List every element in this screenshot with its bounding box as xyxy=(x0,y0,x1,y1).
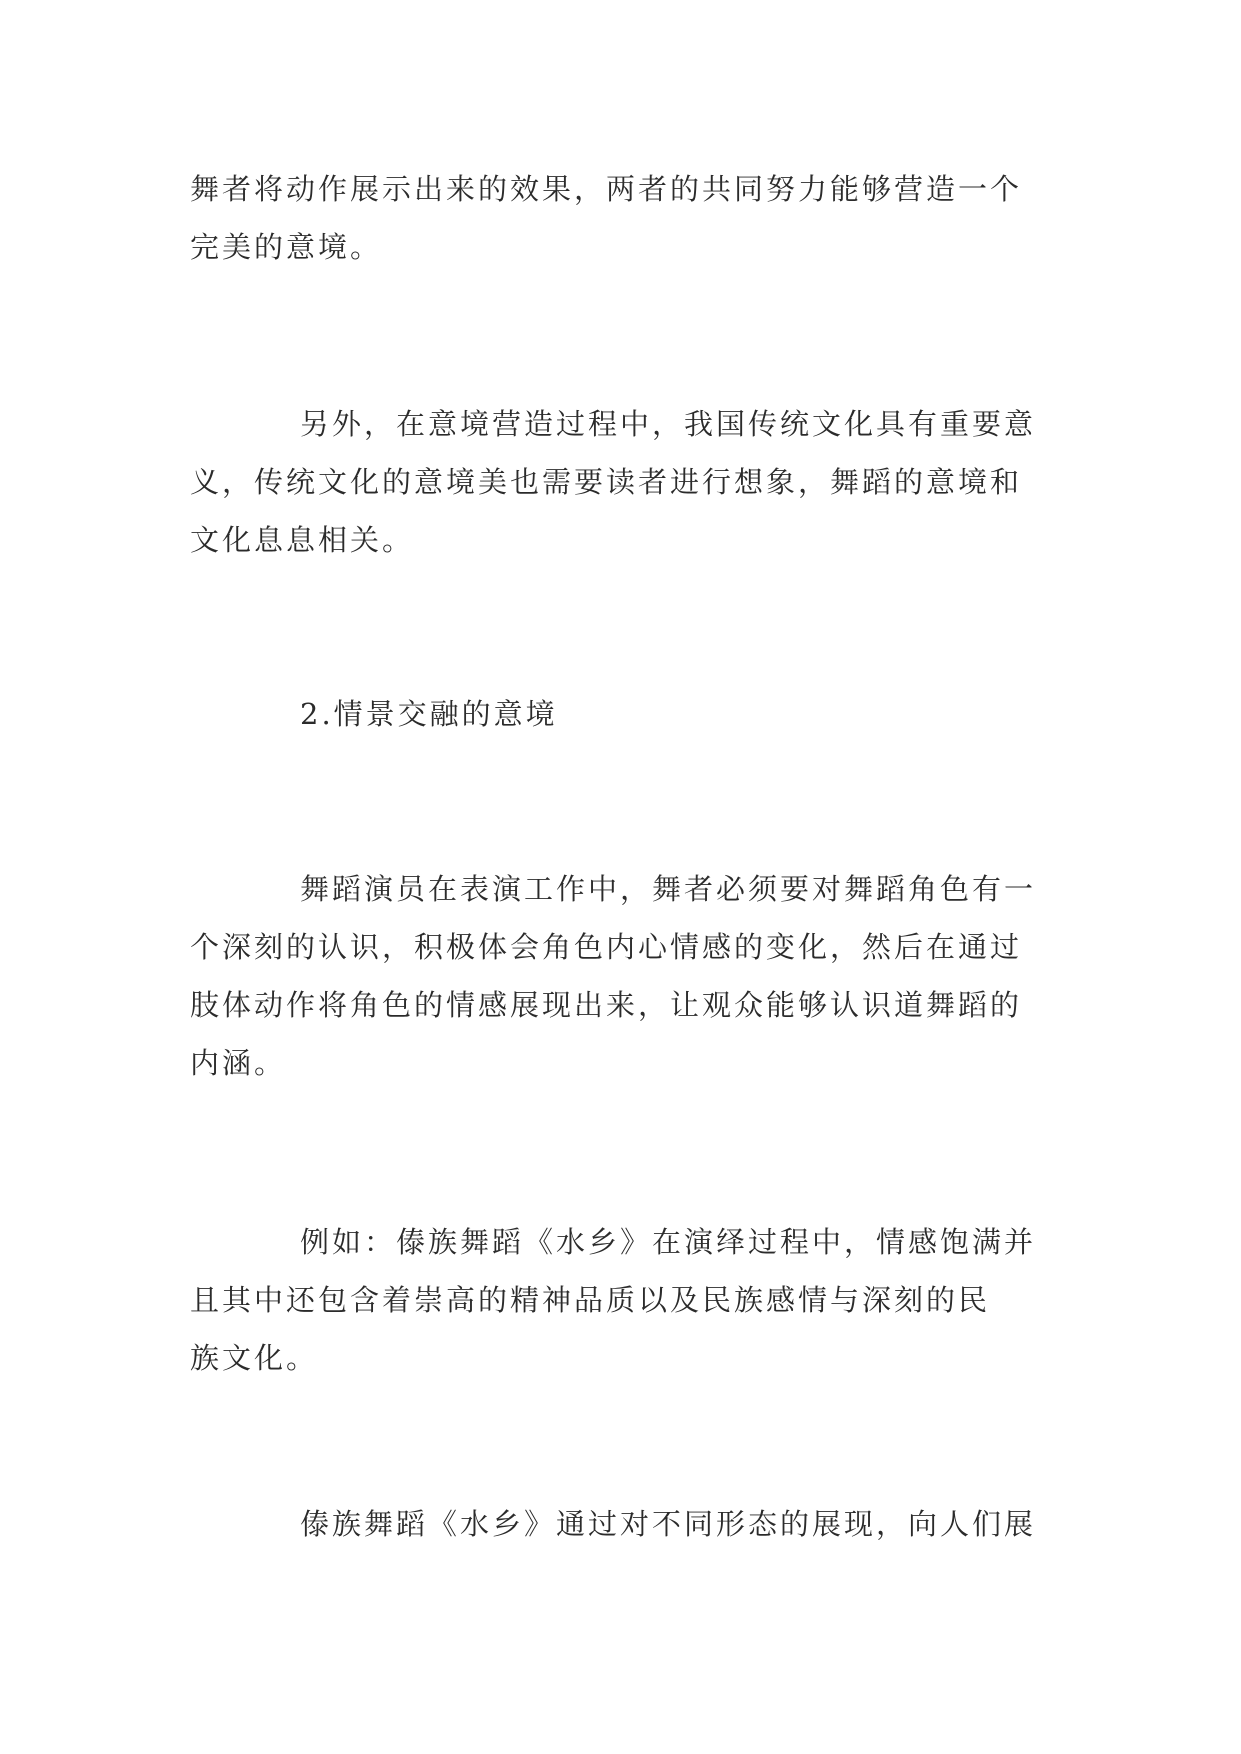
text-line: 且其中还包含着崇高的精神品质以及民族感情与深刻的民 xyxy=(190,1283,991,1317)
text-line: 内涵。 xyxy=(190,1046,287,1080)
text-line: 肢体动作将角色的情感展现出来，让观众能够认识道舞蹈的 xyxy=(190,988,1023,1022)
paragraph-shuixiang xyxy=(190,1495,1060,1553)
text-line: 完美的意境。 xyxy=(190,230,383,264)
paragraph-traditional-culture xyxy=(190,395,1060,569)
section-heading xyxy=(190,685,1060,743)
text-line: 舞蹈演员在表演工作中，舞者必须要对舞蹈角色有一 xyxy=(300,872,1037,906)
text-line: 族文化。 xyxy=(190,1341,319,1375)
paragraph-dancer-role xyxy=(190,860,1060,1092)
text-line: 个深刻的认识，积极体会角色内心情感的变化，然后在通过 xyxy=(190,930,1023,964)
text-line: 义，传统文化的意境美也需要读者进行想象，舞蹈的意境和 xyxy=(190,465,1023,499)
heading-text: 2.情景交融的意境 xyxy=(300,697,558,731)
paragraph-example xyxy=(190,1213,1060,1387)
paragraph-continuation xyxy=(190,160,1060,276)
text-line: 傣族舞蹈《水乡》通过对不同形态的展现，向人们展 xyxy=(300,1507,1037,1541)
text-line: 舞者将动作展示出来的效果，两者的共同努力能够营造一个 xyxy=(190,172,1023,206)
text-line: 另外，在意境营造过程中，我国传统文化具有重要意 xyxy=(300,407,1037,441)
text-line: 例如：傣族舞蹈《水乡》在演绎过程中，情感饱满并 xyxy=(300,1225,1037,1259)
text-line: 文化息息相关。 xyxy=(190,523,415,557)
